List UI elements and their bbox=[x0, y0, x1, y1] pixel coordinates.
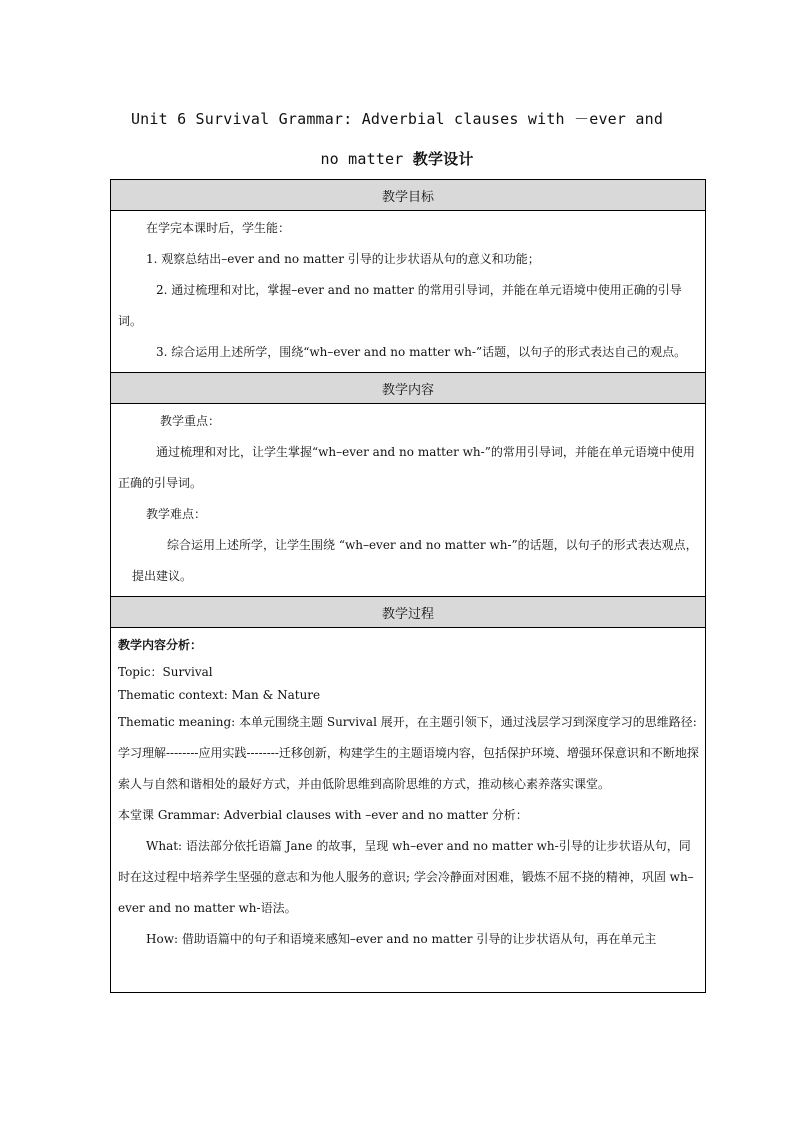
content-heading-row bbox=[111, 373, 706, 404]
process-body bbox=[111, 628, 706, 993]
topic-line: Topic：Survival bbox=[118, 665, 213, 679]
objectives-intro: 在学完本课时后，学生能： bbox=[146, 221, 291, 235]
key-points-label: 教学重点： bbox=[160, 414, 221, 428]
how-paragraph: How: 借助语篇中的句子和语境来感知–ever and no matter 引导的让步状语从句，再在单元主 bbox=[146, 932, 657, 946]
process-body-row bbox=[111, 628, 706, 993]
content-body-row bbox=[111, 404, 706, 597]
objectives-heading-row bbox=[111, 180, 706, 211]
difficult-points-label: 教学难点： bbox=[146, 507, 207, 521]
difficult-points-text: 综合运用上述所学，让学生围绕 “wh–ever and no matter wh-”的话题，以句子的形式表达观点，提出建议。 bbox=[132, 538, 698, 583]
document-title-line1: Unit 6 Survival Grammar: Adverbial clauses with －ever and bbox=[130, 110, 664, 128]
objectives-body bbox=[111, 211, 706, 373]
content-body bbox=[111, 404, 706, 597]
process-heading-row bbox=[111, 597, 706, 628]
process-heading: 教学过程 bbox=[111, 597, 706, 628]
objective-item-1: 1. 观察总结出–ever and no matter 引导的让步状语从句的意义和功能； bbox=[146, 252, 540, 266]
what-paragraph: What: 语法部分依托语篇 Jane 的故事，呈现 wh–ever and no matter wh-引导的让步状语从句，同时在这过程中培养学生坚强的意志和为他人服务的意识; 学会冷静面对困难，锻炼不屈不挠的精神，巩固 wh–ever and no matter wh-语法。 bbox=[118, 839, 694, 915]
lesson-plan-table bbox=[110, 179, 706, 993]
objectives-body-row bbox=[111, 211, 706, 373]
objective-item-3: 3. 综合运用上述所学，围绕“wh–ever and no matter wh-”话题，以句子的形式表达自己的观点。 bbox=[156, 345, 687, 359]
lesson-analysis-line: 本堂课 Grammar: Adverbial clauses with –ever and no matter 分析： bbox=[118, 808, 528, 822]
key-points-text: 通过梳理和对比，让学生掌握“wh–ever and no matter wh-”的常用引导词，并能在单元语境中使用正确的引导词。 bbox=[118, 445, 695, 490]
context-line: Thematic context: Man & Nature bbox=[118, 688, 321, 702]
content-heading: 教学内容 bbox=[111, 373, 706, 404]
objective-item-2: 2. 通过梳理和对比，掌握–ever and no matter 的常用引导词，并能在单元语境中使用正确的引导词。 bbox=[118, 283, 682, 328]
meaning-paragraph: Thematic meaning: 本单元围绕主题 Survival 展开，在主题引领下，通过浅层学习到深度学习的思维路径: 学习理解--------应用实践--------迁移创新，构建学生的主题语境内容，包括保护环境、增强环保意识和不断地探索人与自然和谐相处的最好方式，并由低阶思维到高阶思维的方式，推动核心素养落实课堂。 bbox=[118, 715, 699, 791]
document-title-line2 bbox=[0, 148, 794, 169]
title-en-part: no matter bbox=[320, 150, 413, 168]
analysis-label: 教学内容分析： bbox=[118, 638, 203, 652]
objectives-heading: 教学目标 bbox=[111, 180, 706, 211]
title-cn-part: 教学设计 bbox=[412, 150, 474, 168]
